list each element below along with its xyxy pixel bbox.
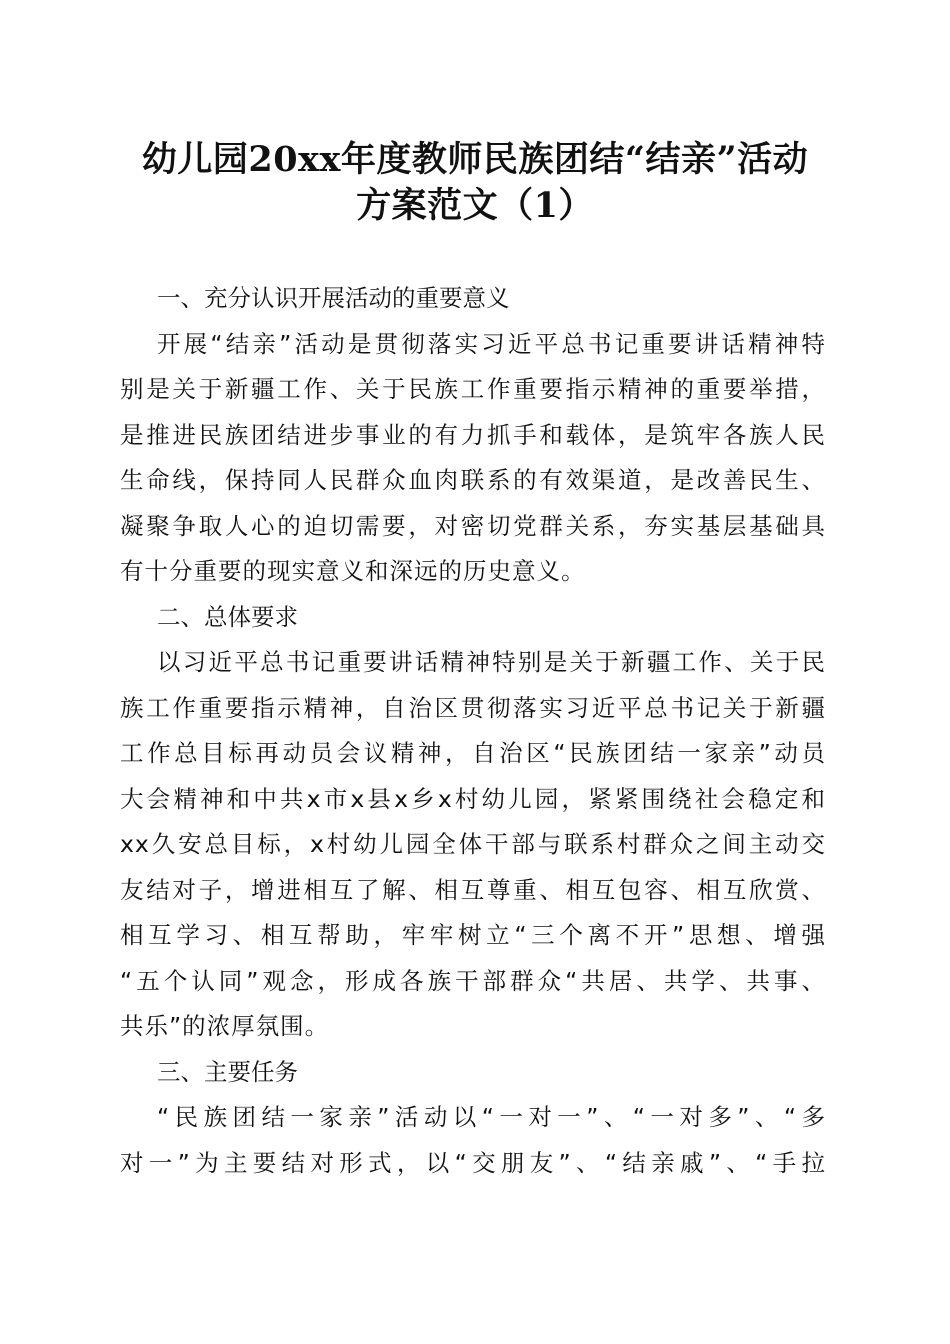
paragraph-line: 工作总目标再动员会议精神，自治区“民族团结一家亲”动员 bbox=[120, 739, 826, 767]
paragraph-line: 大会精神和中共x市x县x乡x村幼儿园，紧紧围绕社会稳定和 bbox=[120, 784, 826, 813]
section-paragraph-2 bbox=[120, 640, 826, 1050]
document-body bbox=[120, 276, 826, 1186]
section-heading-2: 二、总体要求 bbox=[157, 602, 298, 631]
paragraph-line: xx久安总目标，x村幼儿园全体干部与联系村群众之间主动交 bbox=[120, 830, 826, 858]
section-heading-1: 一、充分认识开展活动的重要意义 bbox=[157, 284, 510, 312]
paragraph-line: 开展“结亲”活动是贯彻落实习近平总书记重要讲话精神特 bbox=[157, 329, 826, 358]
paragraph-line: 有十分重要的现实意义和深远的历史意义。 bbox=[120, 557, 586, 585]
paragraph-line: 友结对子，增进相互了解、相互尊重、相互包容、相互欣赏、 bbox=[120, 875, 826, 904]
paragraph-line: 对一”为主要结对形式，以“交朋友”、“结亲戚”、“手拉 bbox=[120, 1148, 826, 1177]
section-heading-3: 三、主要任务 bbox=[157, 1057, 298, 1086]
paragraph-line: 凝聚争取人心的迫切需要，对密切党群关系，夯实基层基础具 bbox=[120, 511, 826, 540]
section-paragraph-3 bbox=[120, 1095, 826, 1186]
paragraph-line: 别是关于新疆工作、关于民族工作重要指示精神的重要举措， bbox=[120, 375, 826, 403]
document-title-line-1: 幼儿园20xx年度教师民族团结“结亲”活动 bbox=[141, 139, 809, 180]
paragraph-line: 生命线，保持同人民群众血肉联系的有效渠道，是改善民生、 bbox=[120, 466, 826, 494]
section-paragraph-1 bbox=[120, 322, 826, 595]
paragraph-line: “五个认同”观念，形成各族干部群众“共居、共学、共事、 bbox=[120, 966, 826, 995]
paragraph-line: “民族团结一家亲”活动以“一对一”、“一对多”、“多 bbox=[157, 1103, 826, 1131]
paragraph-line: 相互学习、相互帮助，牢牢树立“三个离不开”思想、增强 bbox=[120, 921, 826, 949]
paragraph-line: 是推进民族团结进步事业的有力抓手和载体，是筑牢各族人民 bbox=[120, 420, 826, 449]
paragraph-line: 以习近平总书记重要讲话精神特别是关于新疆工作、关于民 bbox=[157, 648, 826, 676]
paragraph-line: 族工作重要指示精神，自治区贯彻落实习近平总书记关于新疆 bbox=[120, 693, 826, 722]
document-title-line-2: 方案范文（1） bbox=[356, 185, 594, 226]
paragraph-line: 共乐”的浓厚氛围。 bbox=[120, 1012, 330, 1040]
